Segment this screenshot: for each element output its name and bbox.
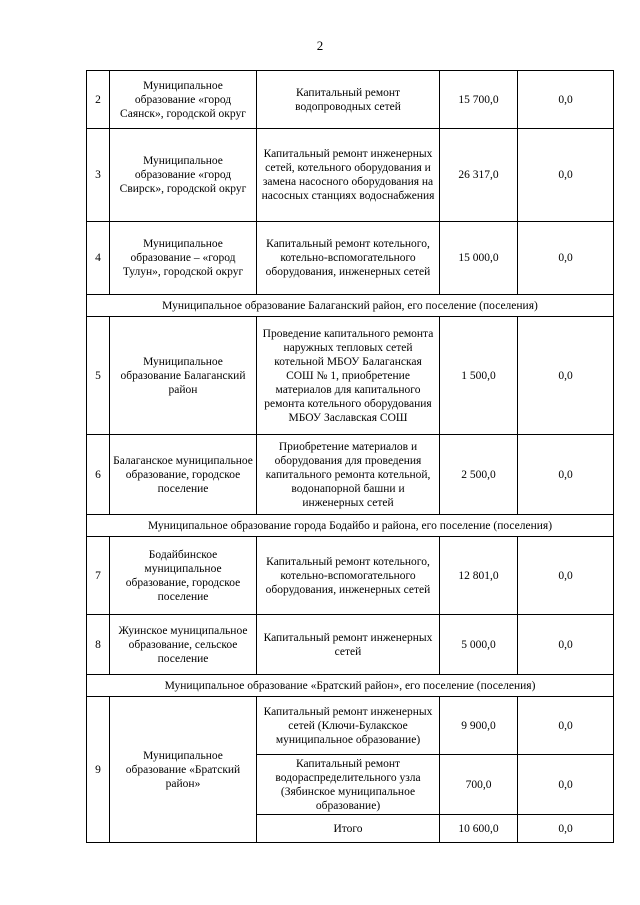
row-number: 9 xyxy=(87,697,110,843)
zero-value-cell: 0,0 xyxy=(518,615,614,675)
table-row xyxy=(87,615,614,675)
work-description-cell: Капитальный ремонт водопроводных сетей xyxy=(257,71,440,129)
total-label: Итого xyxy=(257,815,440,843)
work-description-cell: Проведение капитального ремонта наружных тепловых сетей котельной МБОУ Балаганская СОШ № 1, приобретение материалов для капитального ремонта котельного оборудования МБОУ Заславская СОШ xyxy=(257,317,440,435)
subsidy-table xyxy=(86,70,614,843)
total-zero-value: 0,0 xyxy=(518,815,614,843)
zero-value-cell: 0,0 xyxy=(518,222,614,295)
table-row xyxy=(87,129,614,222)
amount-cell: 5 000,0 xyxy=(440,615,518,675)
work-description-cell: Капитальный ремонт котельного, котельно-вспомогательного оборудования, инженерных сетей xyxy=(257,537,440,615)
table-row xyxy=(87,697,614,755)
work-description-cell: Капитальный ремонт водораспределительного узла (Зябинское муниципальное образование) xyxy=(257,755,440,815)
zero-value-cell: 0,0 xyxy=(518,71,614,129)
work-description-cell: Капитальный ремонт котельного, котельно-вспомогательного оборудования, инженерных сетей xyxy=(257,222,440,295)
zero-value-cell: 0,0 xyxy=(518,129,614,222)
amount-cell: 15 700,0 xyxy=(440,71,518,129)
row-number: 5 xyxy=(87,317,110,435)
amount-cell: 12 801,0 xyxy=(440,537,518,615)
table-row xyxy=(87,435,614,515)
municipality-cell: Муниципальное образование «город Свирск», городской округ xyxy=(110,129,257,222)
section-heading: Муниципальное образование города Бодайбо и района, его поселение (поселения) xyxy=(87,515,614,537)
zero-value-cell: 0,0 xyxy=(518,317,614,435)
section-row xyxy=(87,675,614,697)
municipality-cell: Бодайбинское муниципальное образование, городское поселение xyxy=(110,537,257,615)
row-number: 4 xyxy=(87,222,110,295)
municipality-cell: Балаганское муниципальное образование, городское поселение xyxy=(110,435,257,515)
page-number: 2 xyxy=(316,38,324,53)
zero-value-cell: 0,0 xyxy=(518,755,614,815)
row-number: 6 xyxy=(87,435,110,515)
work-description-cell: Капитальный ремонт инженерных сетей xyxy=(257,615,440,675)
row-number: 2 xyxy=(87,71,110,129)
municipality-cell: Муниципальное образование «город Саянск», городской округ xyxy=(110,71,257,129)
table-row xyxy=(87,71,614,129)
amount-cell: 700,0 xyxy=(440,755,518,815)
work-description-cell: Капитальный ремонт инженерных сетей, котельного оборудования и замена насосного оборудования на насосных станциях водоснабжения xyxy=(257,129,440,222)
amount-cell: 1 500,0 xyxy=(440,317,518,435)
row-number: 3 xyxy=(87,129,110,222)
amount-cell: 2 500,0 xyxy=(440,435,518,515)
municipality-cell: Жуинское муниципальное образование, сельское поселение xyxy=(110,615,257,675)
municipality-cell: Муниципальное образование Балаганский район xyxy=(110,317,257,435)
amount-cell: 26 317,0 xyxy=(440,129,518,222)
row-number: 8 xyxy=(87,615,110,675)
table-row xyxy=(87,537,614,615)
zero-value-cell: 0,0 xyxy=(518,435,614,515)
amount-cell: 15 000,0 xyxy=(440,222,518,295)
amount-cell: 9 900,0 xyxy=(440,697,518,755)
municipality-cell: Муниципальное образование «Братский район» xyxy=(110,697,257,843)
work-description-cell: Приобретение материалов и оборудования для проведения капитального ремонта котельной, водонапорной башни и инженерных сетей xyxy=(257,435,440,515)
zero-value-cell: 0,0 xyxy=(518,537,614,615)
zero-value-cell: 0,0 xyxy=(518,697,614,755)
total-amount: 10 600,0 xyxy=(440,815,518,843)
municipality-cell: Муниципальное образование – «город Тулун», городской округ xyxy=(110,222,257,295)
section-row xyxy=(87,295,614,317)
section-row xyxy=(87,515,614,537)
row-number: 7 xyxy=(87,537,110,615)
section-heading: Муниципальное образование Балаганский район, его поселение (поселения) xyxy=(87,295,614,317)
section-heading: Муниципальное образование «Братский район», его поселение (поселения) xyxy=(87,675,614,697)
work-description-cell: Капитальный ремонт инженерных сетей (Ключи-Булакское муниципальное образование) xyxy=(257,697,440,755)
table-row xyxy=(87,317,614,435)
table-row xyxy=(87,222,614,295)
